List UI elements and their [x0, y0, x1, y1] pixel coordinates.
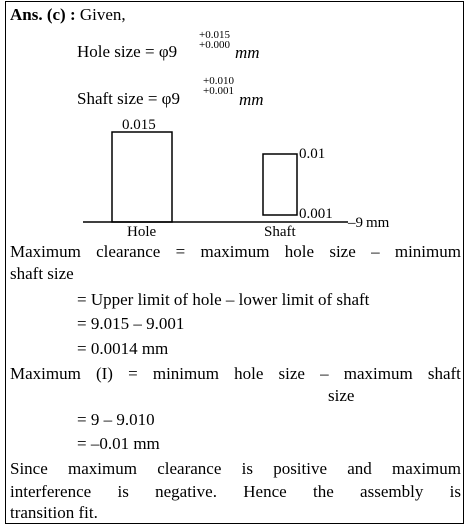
hole-unit: mm [235, 43, 260, 62]
axis-value: –9 [348, 215, 363, 231]
conclusion-word: the [312, 482, 334, 501]
conclusion-word: clearance [157, 459, 222, 478]
clearance-word: maximum [200, 242, 270, 261]
conclusion-line-1 [10, 459, 461, 479]
shaft-unit: mm [239, 90, 264, 109]
interference-word: – [320, 364, 329, 383]
interference-word: size [278, 364, 305, 383]
hole-label: Hole [127, 224, 157, 240]
interference-word: minimum [152, 364, 219, 383]
clearance-word: = [175, 242, 186, 261]
conclusion-line-2 [10, 482, 461, 502]
shaft-lower-deviation: +0.001 [203, 85, 234, 97]
clearance-step-2: = 9.015 – 9.001 [77, 314, 185, 333]
clearance-word: – [371, 242, 380, 261]
shaft-upper-deviation: +0.010 [203, 75, 234, 87]
clearance-word: hole [284, 242, 315, 261]
conclusion-word: positive [273, 459, 328, 478]
interference-word: shaft [427, 364, 461, 383]
hole-upper-label: 0.015 [122, 117, 156, 133]
clearance-word: clearance [96, 242, 161, 261]
clearance-word: Maximum [10, 242, 81, 261]
clearance-step-3: = 0.0014 mm [77, 339, 169, 358]
answer-label: Ans. (c) : [10, 5, 76, 24]
conclusion-word: negative. [155, 482, 217, 501]
hole-upper-deviation: +0.015 [199, 29, 230, 41]
hole-nominal: 9 [168, 42, 178, 61]
interference-word: maximum [343, 364, 413, 383]
interference-step-1: = 9 – 9.010 [77, 410, 155, 429]
clearance-line-2: shaft size [10, 264, 74, 283]
shaft-lower-label: 0.001 [299, 206, 333, 222]
conclusion-word: and [347, 459, 372, 478]
axis-value-number: 9 [355, 215, 363, 231]
clearance-line-1 [10, 242, 461, 262]
answer-given: Given, [79, 5, 126, 24]
shaft-tolerance-zone [263, 154, 297, 215]
interference-step-2: = –0.01 mm [77, 434, 160, 453]
clearance-word: size [329, 242, 356, 261]
conclusion-word: maximum [68, 459, 137, 478]
interference-line-1 [10, 364, 461, 384]
conclusion-word: Hence [243, 482, 287, 501]
conclusion-line-3: transition fit. [10, 503, 98, 522]
hole-size-label: Hole size = [77, 42, 159, 61]
shaft-nominal: 9 [171, 89, 180, 108]
interference-word: hole [234, 364, 264, 383]
interference-line-2: size [328, 386, 355, 405]
conclusion-word: maximum [392, 459, 461, 478]
interference-word: = [128, 364, 138, 383]
clearance-step-1: = Upper limit of hole – lower limit of shaft [77, 290, 370, 309]
conclusion-word: is [117, 482, 129, 501]
shaft-upper-label: 0.01 [299, 146, 326, 162]
axis-unit: mm [366, 215, 390, 231]
hole-tolerance-zone [112, 132, 172, 222]
conclusion-word: interference [10, 482, 92, 501]
shaft-diameter-symbol: φ [161, 89, 172, 108]
hole-lower-deviation: +0.000 [199, 39, 230, 51]
conclusion-word: is [449, 482, 461, 501]
shaft-label: Shaft [264, 224, 296, 240]
shaft-size-label: Shaft size = [77, 89, 162, 108]
conclusion-word: assembly [360, 482, 424, 501]
hole-diameter-symbol: φ [158, 42, 169, 61]
clearance-word: minimum [394, 242, 461, 261]
conclusion-word: is [241, 459, 253, 478]
conclusion-word: Since [10, 459, 48, 478]
interference-word: Maximum [10, 364, 81, 383]
interference-word: (I) [95, 364, 113, 383]
